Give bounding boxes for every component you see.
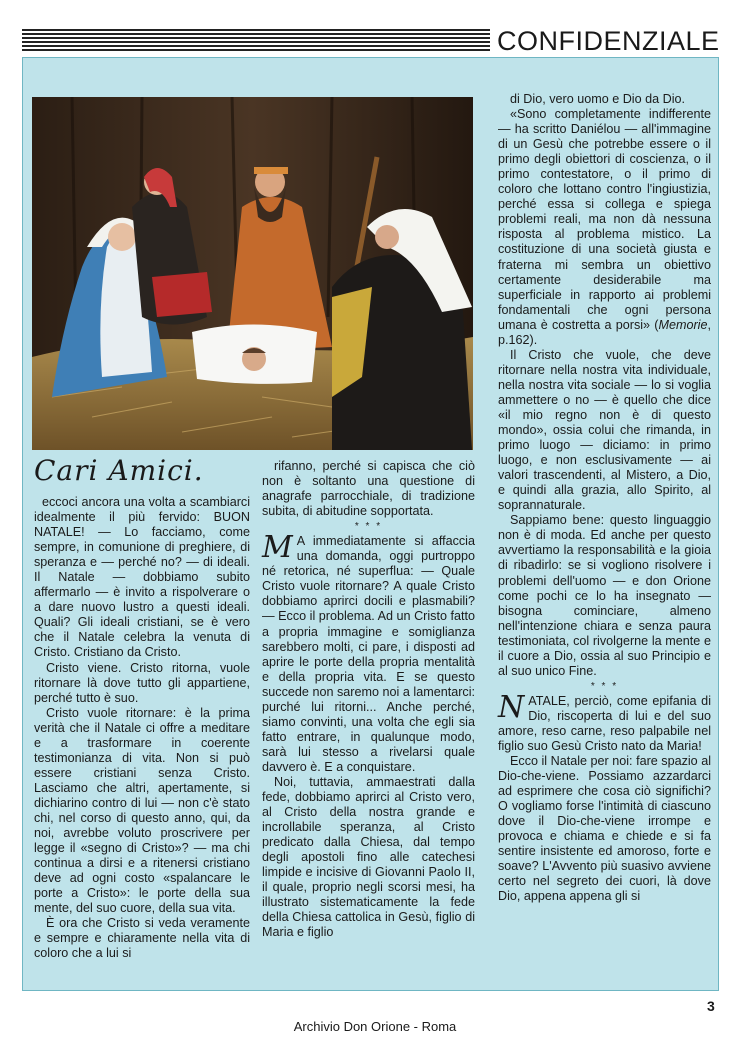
- column-1: [34, 495, 250, 961]
- archive-footer: Archivio Don Orione - Roma: [293, 1019, 457, 1034]
- header-rules: [22, 29, 490, 51]
- paragraph: Cristo vuole ritornare: è la prima verità che il Natale ci offre a meditare e a trasformare in coerente testimonianza di vita. Non si può essere cristiani senza Cristo. Lasciamo che altri, apertamente, si dichiarino contro di lui — non c'è stato chi, nel corso di questo anno, qui, da noi, avrebbe voluto proscrivere per legge il «segno di Cristo»? — ma chi continua a dirsi e a ritenersi cristiano deve ad ogni costo «spalancare le porte a Cristo»: le porte della sua mente, del suo cuore, della sua vita.: [34, 705, 250, 916]
- section-separator: * * *: [354, 521, 383, 533]
- nativity-photo: [32, 97, 473, 450]
- nativity-illustration: [32, 97, 473, 450]
- column-2: [262, 459, 475, 941]
- paragraph: [498, 689, 711, 754]
- quote-paragraph: [498, 107, 711, 348]
- paragraph: Il Cristo che vuole, che deve ritornare nella nostra vita individuale, nella nostra vita sociale — lo si voglia ammettere o no — è quello che dice «il mio regno non è di questo mondo», ossia colui che rimanda, in primo luogo — diciamo: in primo luogo, e non esclusivamente — ai valori trascendenti, al Mistero, a Dio, e quindi alla grazia, allo Spirito, al soprannaturale.: [498, 347, 711, 513]
- paragraph: eccoci ancora una volta a scambiarci idealmente il più fervido: BUON NATALE! — Lo facciamo, come sempre, in comunione di preghiere, di speranza e — perché no? — di ideali. Il Natale — dobbiamo subito affermarlo — è invito a rispolverare o a dare nuovo lustro a questi ideali. Quali? Gli ideali cristiani, se è vero che il Natale celebra la venuta di Cristo. Cristiano da Cristo.: [34, 495, 250, 660]
- paragraph: rifanno, perché si capisca che ciò non è soltanto una questione di anagrafe parrocchiale, di tradizione subita, di abitudine sopportata.: [262, 459, 475, 519]
- paragraph: Cristo viene. Cristo ritorna, vuole ritornare là dove tutto gli appartiene, perché tutto è suo.: [34, 660, 250, 705]
- salutation: Cari Amici.: [34, 454, 204, 487]
- paragraph: di Dio, vero uomo e Dio da Dio.: [510, 92, 685, 106]
- drop-cap: M: [262, 530, 293, 566]
- quote-text: «Sono completamente indifferente — ha scritto Daniélou — all'immagine di un Gesù che potrebbe essere o il primo degli obiettori di coscienza, o il primo contestatore, o il primo di coloro che lottano contro l'ingiustizia, perché essa si collega e spiega problemi reali, ma non dà nessuna risposta al problema mistico. La costituzione di una società giusta e fraterna mi sembra un obiettivo certamente desiderabile ma superficiale in rapporto ai problemi fondamentali che ogni persona umana è costretta a porsi» (: [498, 107, 711, 332]
- paragraph: Noi, tuttavia, ammaestrati dalla fede, dobbiamo aprirci al Cristo vero, al Cristo della nostra grande e incrollabile speranza, al Cristo predicato dalla Chiesa, dal tempo degli apostoli fino alle catechesi limpide e incisive di Giovanni Paolo II, il quale, proprio negli scorsi mesi, ha illustrato sistematicamente la fede della Chiesa cattolica in Gesù, figlio di Maria e figlio: [262, 774, 475, 940]
- citation-title: Memorie: [658, 317, 708, 332]
- section-separator: * * *: [590, 680, 619, 692]
- drop-cap: N: [498, 689, 525, 725]
- paragraph: Ecco il Natale per noi: fare spazio al Dio-che-viene. Possiamo azzardarci ad esprimere che cosa ciò significhi? O vogliamo forse l'intimità di ciascuno dove il Dio-che-viene irrompe e provoca e chiama e chiede e si fa sentire insistente ed amoroso, forte e soave? L'Avvento più suasivo avviene certo nel segreto dei cuori, là dove Dio, appena appena gli si: [498, 754, 711, 904]
- paragraph-text: ATALE, perciò, come epifania di Dio, riscoperta di lui e del suo amore, reso carne, reso palpabile nel figlio suo Gesù Cristo nato da Maria!: [498, 693, 711, 754]
- column-3: [498, 92, 711, 905]
- section-title: CONFIDENZIALE: [497, 26, 720, 56]
- paragraph: [262, 530, 475, 775]
- paragraph: Sappiamo bene: questo linguaggio non è di moda. Ed anche per questo avvertiamo la responsabilità e la gioia di ribadirlo: se si vogliono risolvere i problemi dell'uomo — e don Orione come pochi ce lo ha insegnato — bisogna cominciare, almeno nell'intenzione chiara e senza paura testimoniata, col rivolgerne la mente e il cuore a Dio, ossia al suo Principio e al suo unico Fine.: [498, 513, 711, 678]
- page-number: 3: [707, 998, 715, 1014]
- paragraph-text: A immediatamente si affaccia una domanda, oggi purtroppo né retorica, né superflua: — Quale Cristo vuole ritornare? A quale Cristo dobbiamo aprirci docili e plasmabili? — Ecco il problema. Ad un Cristo fatto a propria immagine e somiglianza sarebbero molti, ci pare, i disposti ad aprire le porte della propria mentalità e della propria vita. E se questo succede non saremo noi a lamentarci: purché lui ritorni... Anche perché, siamo convinti, una volta che egli sia fatto entrare, in qualunque modo, sarà lui stesso a rivelarsi quale davvero è. E a conquistare.: [262, 534, 475, 774]
- citation-page: , p.162).: [498, 317, 711, 347]
- paragraph: È ora che Cristo si veda veramente e sempre e chiaramente nella vita di coloro che a lui si: [34, 916, 250, 961]
